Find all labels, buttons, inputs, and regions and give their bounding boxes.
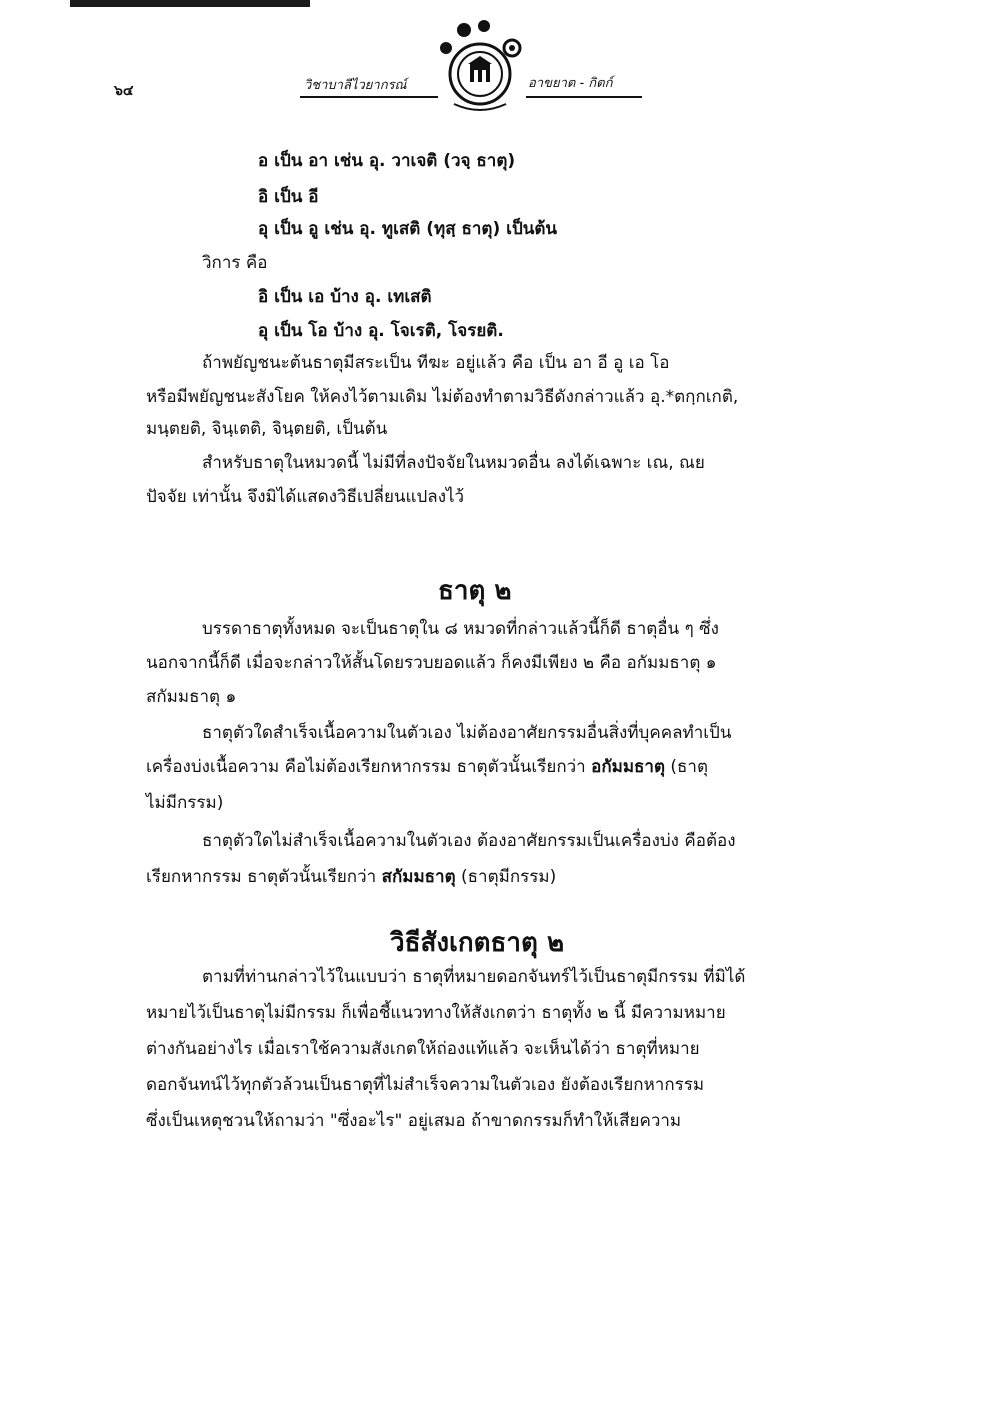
body-line-8: หรือมีพยัญชนะสังโยค ให้คงไว้ตามเดิม ไม่ต้องทำตามวิธีดังกล่าวแล้ว อุ.*ตกฺกเกติ, — [146, 387, 739, 407]
section2-line-4: ดอกจันทน์ไว้ทุกตัวล้วนเป็นธาตุที่ไม่สำเร็จความในตัวเอง ยังต้องเรียกหากรรม — [146, 1075, 705, 1095]
header-topic: อาขยาต - กิตก์ — [528, 76, 613, 91]
header-subject: วิชาบาลีไวยากรณ์ — [304, 78, 407, 93]
header-rule-left — [300, 96, 438, 98]
section1-line-7: ธาตุตัวใดไม่สำเร็จเนื้อความในตัวเอง ต้องอาศัยกรรมเป็นเครื่องบ่ง คือต้อง — [202, 831, 736, 851]
section1-line-8-text-b: (ธาตุมีกรรม) — [455, 867, 557, 887]
body-line-10: สำหรับธาตุในหมวดนี้ ไม่มีที่ลงปัจจัยในหมวดอื่น ลงได้เฉพาะ เณ, ณย — [202, 453, 705, 473]
section2-line-1: ตามที่ท่านกล่าวไว้ในแบบว่า ธาตุที่หมายดอกจันทร์ไว้เป็นธาตุมีกรรม ที่มิได้ — [202, 967, 746, 987]
header-rule-right — [526, 96, 642, 98]
section1-line-5 — [146, 756, 708, 778]
body-line-3: อุ เป็น อู เช่น อุ. ทูเสติ (ทุสฺ ธาตุ) เป็นต้น — [258, 219, 558, 239]
term-sakammadhatu: สกัมมธาตุ — [381, 867, 456, 887]
body-line-4: วิการ คือ — [202, 253, 268, 273]
section1-line-4: ธาตุตัวใดสำเร็จเนื้อความในตัวเอง ไม่ต้องอาศัยกรรมอื่นสิ่งที่บุคคลทำเป็น — [202, 723, 732, 743]
section1-line-1: บรรดาธาตุทั้งหมด จะเป็นธาตุใน ๘ หมวดที่กล่าวแล้วนี้ก็ดี ธาตุอื่น ๆ ซึ่ง — [202, 619, 719, 639]
body-line-2: อิ เป็น อี — [258, 187, 319, 207]
body-line-9: มนฺตยติ, จินฺเตติ, จินฺตยติ, เป็นต้น — [146, 419, 388, 439]
page-number: ๖๔ — [114, 83, 134, 99]
body-line-6: อุ เป็น โอ บ้าง อุ. โจเรติ, โจรยติ. — [258, 321, 504, 341]
heading-dhatu-2: ธาตุ ๒ — [438, 576, 512, 606]
section2-line-5: ซึ่งเป็นเหตุชวนให้ถามว่า "ซึ่งอะไร" อยู่เสมอ ถ้าขาดกรรมก็ทำให้เสียความ — [146, 1111, 682, 1131]
section2-line-2: หมายไว้เป็นธาตุไม่มีกรรม ก็เพื่อชี้แนวทางให้สังเกตว่า ธาตุทั้ง ๒ นี้ มีความหมาย — [146, 1003, 726, 1023]
heading-observing-dhatu-2: วิธีสังเกตธาตุ ๒ — [390, 928, 565, 958]
institution-seal-icon — [432, 18, 532, 118]
section1-line-8 — [146, 866, 556, 888]
term-akammadhatu: อกัมมธาตุ — [591, 757, 666, 777]
body-line-11: ปัจจัย เท่านั้น จึงมิได้แสดงวิธีเปลี่ยนแปลงไว้ — [146, 487, 465, 507]
section1-line-5-text-b: (ธาตุ — [665, 757, 709, 777]
section1-line-5-text-a: เครื่องบ่งเนื้อความ คือไม่ต้องเรียกหากรรม ธาตุตัวนั้นเรียกว่า — [146, 757, 592, 777]
top-edge-bar — [70, 0, 310, 7]
section1-line-3: สกัมมธาตุ ๑ — [146, 687, 237, 707]
section1-line-2: นอกจากนี้ก็ดี เมื่อจะกล่าวให้สั้นโดยรวบยอดแล้ว ก็คงมีเพียง ๒ คือ อกัมมธาตุ ๑ — [146, 653, 717, 673]
body-line-1: อ เป็น อา เช่น อุ. วาเจติ (วจฺ ธาตุ) — [258, 151, 516, 171]
section1-line-8-text-a: เรียกหากรรม ธาตุตัวนั้นเรียกว่า — [146, 867, 382, 887]
section1-line-6: ไม่มีกรรม) — [146, 793, 224, 813]
section2-line-3: ต่างกันอย่างไร เมื่อเราใช้ความสังเกตให้ถ่องแท้แล้ว จะเห็นได้ว่า ธาตุที่หมาย — [146, 1039, 700, 1059]
body-line-7: ถ้าพยัญชนะต้นธาตุมีสระเป็น ทีฆะ อยู่แล้ว คือ เป็น อา อี อู เอ โอ — [202, 353, 670, 373]
body-line-5: อิ เป็น เอ บ้าง อุ. เทเสติ — [258, 287, 432, 307]
